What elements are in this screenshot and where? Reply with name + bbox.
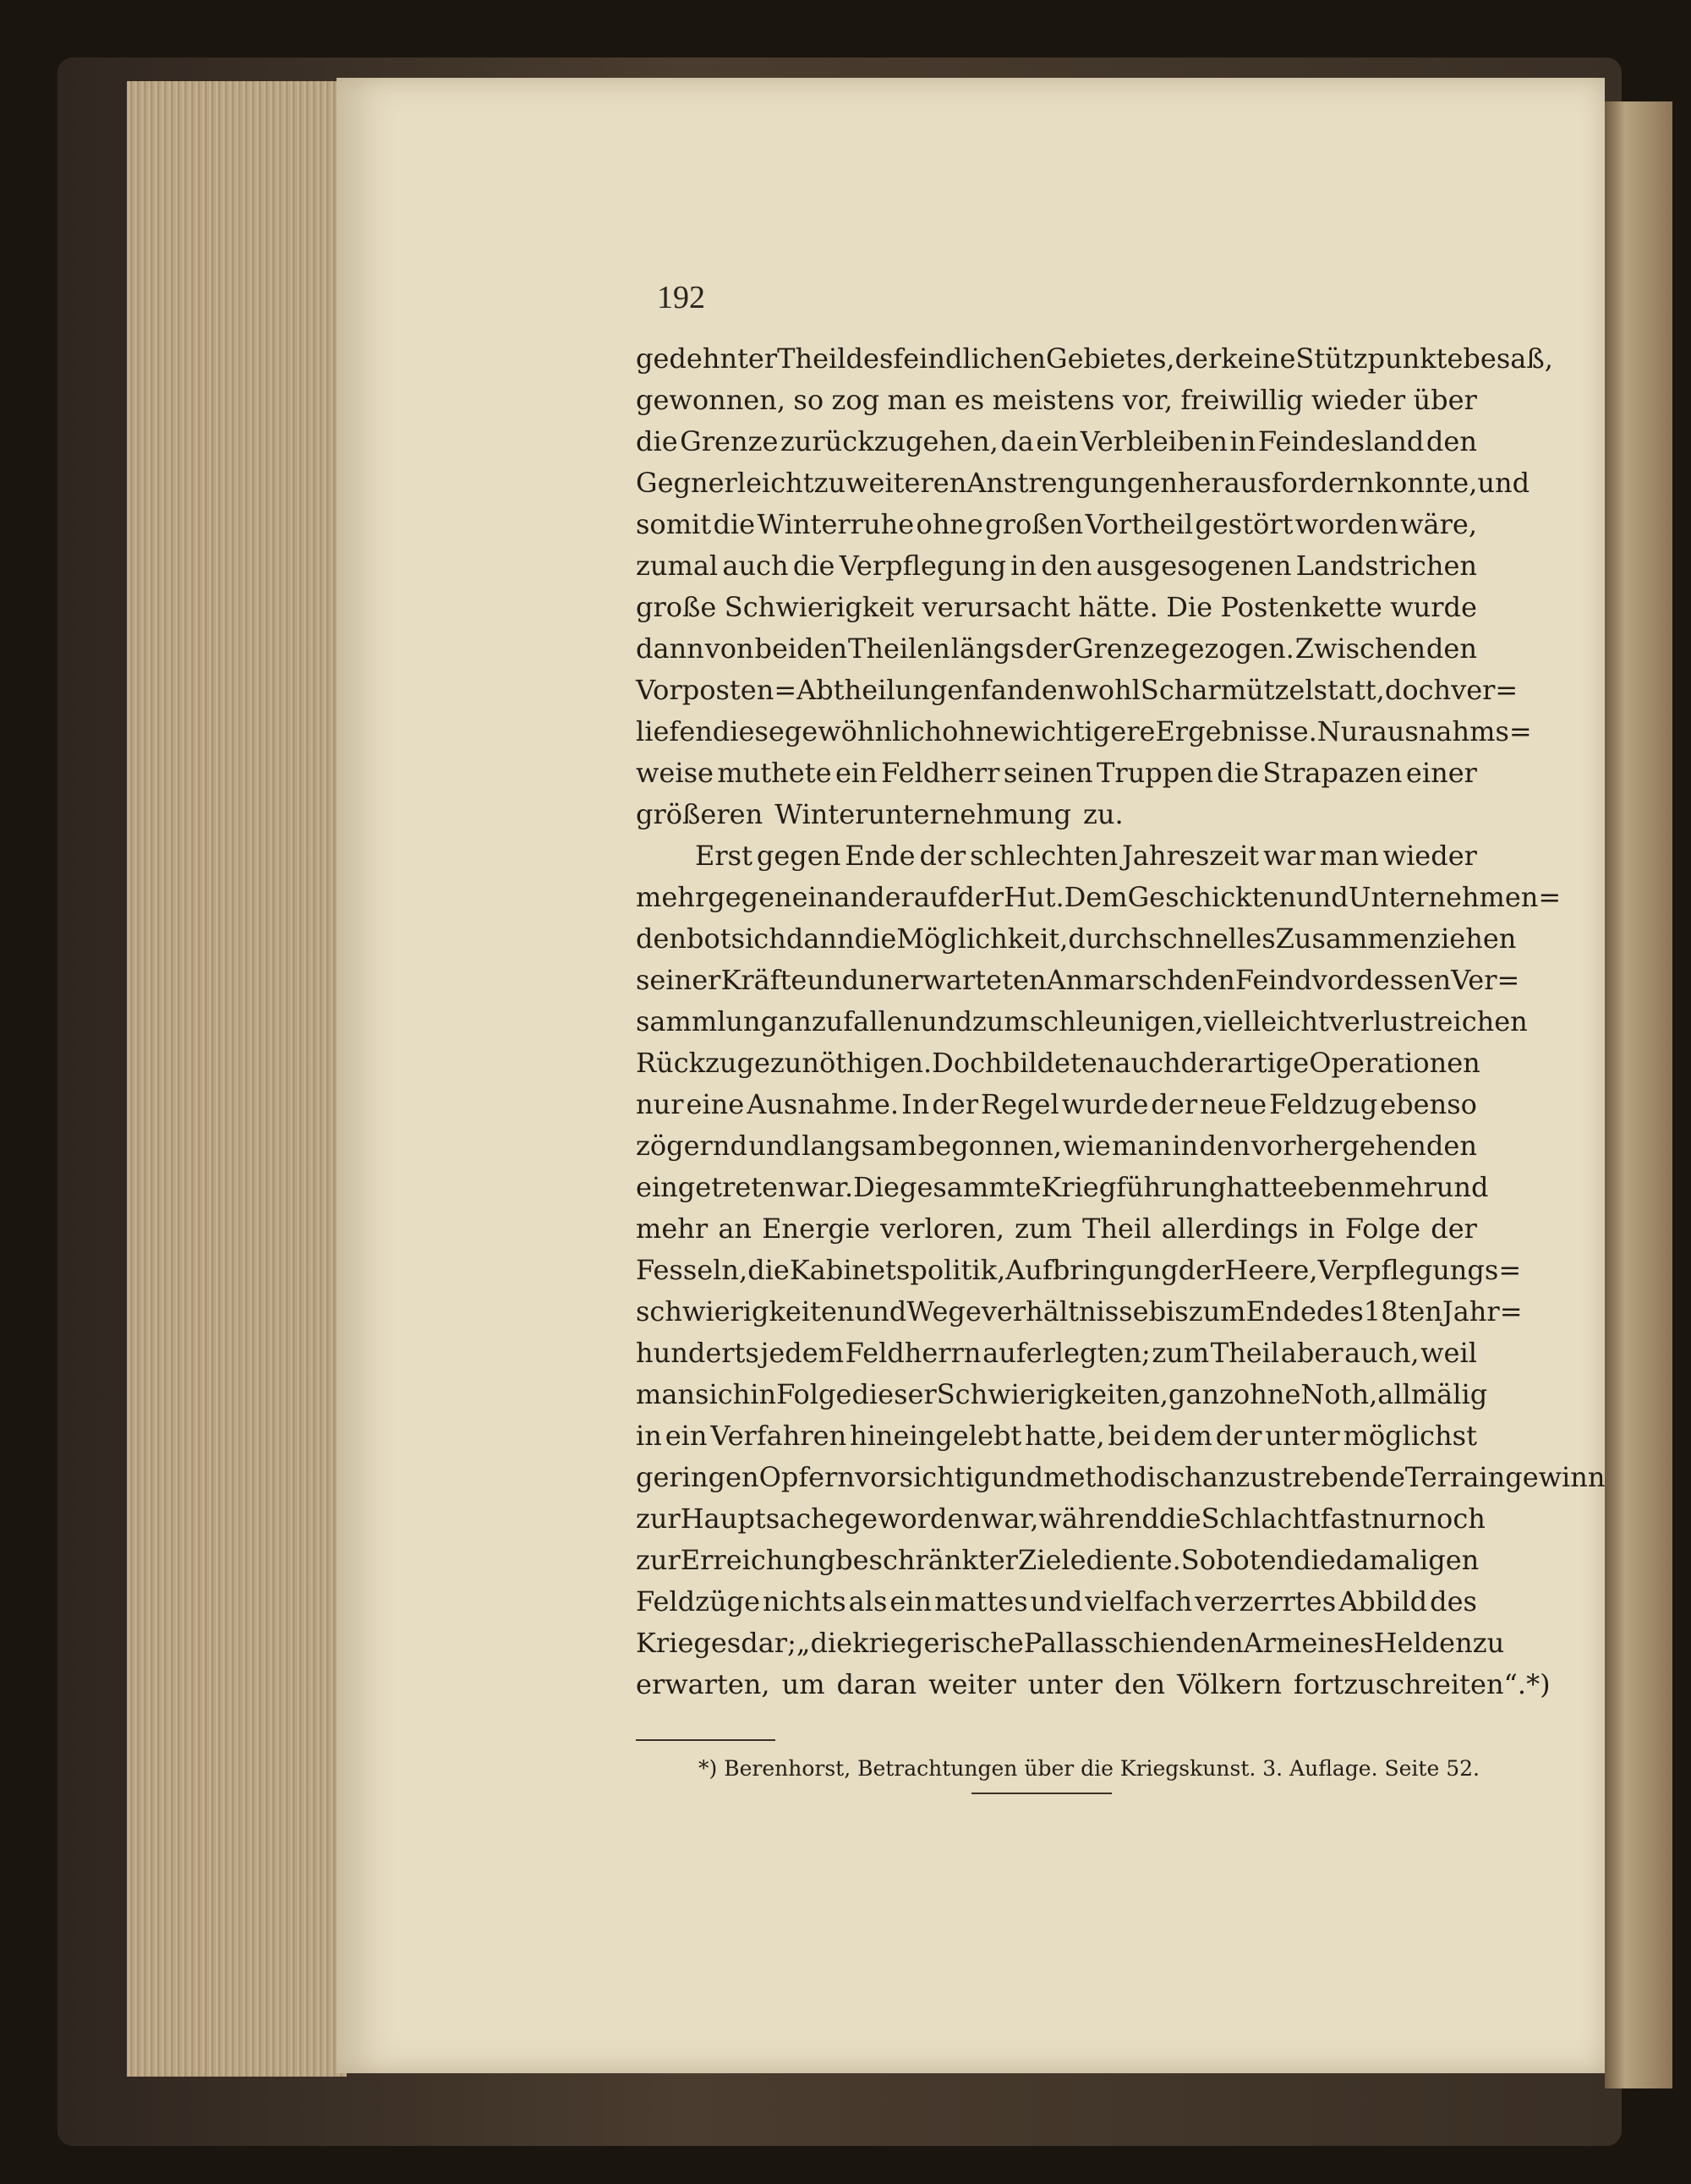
- text-line: in ein Verfahren hineingelebt hatte, bei dem der unter möglichst: [636, 1420, 1477, 1452]
- text-line: zögernd und langsam begonnen, wie man in den vorhergehenden: [636, 1130, 1477, 1162]
- text-line: Erst gegen Ende der schlechten Jahreszeit war man wieder: [695, 840, 1477, 872]
- text-line: nur eine Ausnahme. In der Regel wurde der neue Feldzug ebenso: [636, 1088, 1477, 1120]
- text-line: Feldzüge nichts als ein mattes und vielfach verzerrtes Abbild des: [636, 1585, 1477, 1617]
- text-line: Fesseln, die Kabinetspolitik, Aufbringung der Heere, Verpflegungs=: [636, 1254, 1522, 1286]
- text-line: weise muthete ein Feldherr seinen Truppen die Strapazen einer: [636, 757, 1477, 789]
- text-line: hunderts jedem Feldherrn auferlegten; zum Theil aber auch, weil: [636, 1337, 1477, 1369]
- text-line: Gegner leicht zu weiteren Anstrengungen herausfordern konnte, und: [636, 467, 1530, 499]
- footnote-rule: [636, 1739, 775, 1741]
- text-line: somit die Winterruhe ohne großen Vortheil gestört worden wäre,: [636, 508, 1477, 540]
- text-line: mehr gegeneinander auf der Hut. Dem Geschickten und Unternehmen=: [636, 881, 1562, 913]
- text-line: gewonnen, so zog man es meistens vor, freiwillig wieder über: [636, 384, 1477, 416]
- text-line: zumal auch die Verpflegung in den ausgesogenen Landstrichen: [636, 550, 1477, 582]
- text-line: die Grenze zurückzugehen, da ein Verbleiben in Feindesland den: [636, 425, 1477, 457]
- text-line: größeren Winterunternehmung zu.: [636, 798, 1124, 830]
- text-line: man sich in Folge dieser Schwierigkeiten, ganz ohne Noth, allmälig: [636, 1378, 1488, 1410]
- text-line: Krieges dar; „die kriegerische Pallas schien den Arm eines Helden zu: [636, 1627, 1505, 1659]
- page-number: 192: [657, 280, 705, 315]
- text-line: Vorposten=Abtheilungen fanden wohl Scharmützel statt, doch ver=: [636, 674, 1519, 706]
- end-rule: [971, 1793, 1112, 1794]
- body-text: [636, 338, 1606, 1705]
- text-line: große Schwierigkeit verursacht hätte. Die Postenkette wurde: [636, 591, 1477, 623]
- text-line: liefen diese gewöhnlich ohne wichtigere Ergebnisse. Nur ausnahms=: [636, 715, 1532, 747]
- text-line: den bot sich dann die Möglichkeit, durch schnelles Zusammenziehen: [636, 922, 1517, 955]
- text-line: sammlung anzufallen und zum schleunigen, vielleicht verlustreichen: [636, 1005, 1528, 1037]
- text-line: dann von beiden Theilen längs der Grenze gezogen. Zwischen den: [636, 632, 1477, 665]
- text-line: schwierigkeiten und Wegeverhältnisse bis zum Ende des 18ten Jahr=: [636, 1295, 1523, 1327]
- footnote: *) Berenhorst, Betrachtungen über die Kriegskunst. 3. Auflage. Seite 52.: [698, 1756, 1480, 1781]
- text-line: Rückzuge zu nöthigen. Doch bildeten auch derartige Operationen: [636, 1047, 1480, 1079]
- text-line: mehr an Energie verloren, zum Theil allerdings in Folge der: [636, 1212, 1477, 1245]
- text-line: zur Hauptsache geworden war, während die Schlacht fast nur noch: [636, 1503, 1486, 1535]
- text-line: geringen Opfern vorsichtig und methodisch anzustrebende Terraingewinn: [636, 1461, 1606, 1493]
- facing-page-edge: [1605, 101, 1672, 2088]
- text-line: erwarten, um daran weiter unter den Völkern fortzuschreiten“.*): [636, 1668, 1551, 1700]
- text-line: gedehnter Theil des feindlichen Gebietes, der keine Stützpunkte besaß,: [636, 342, 1553, 375]
- text-line: eingetreten war. Die gesammte Kriegführung hatte eben mehr und: [636, 1171, 1489, 1203]
- text-line: zur Erreichung beschränkter Ziele diente. So boten die damaligen: [636, 1544, 1480, 1576]
- page-edges: [127, 81, 347, 2077]
- text-line: seiner Kräfte und unerwarteten Anmarsch den Feind vor dessen Ver=: [636, 964, 1520, 996]
